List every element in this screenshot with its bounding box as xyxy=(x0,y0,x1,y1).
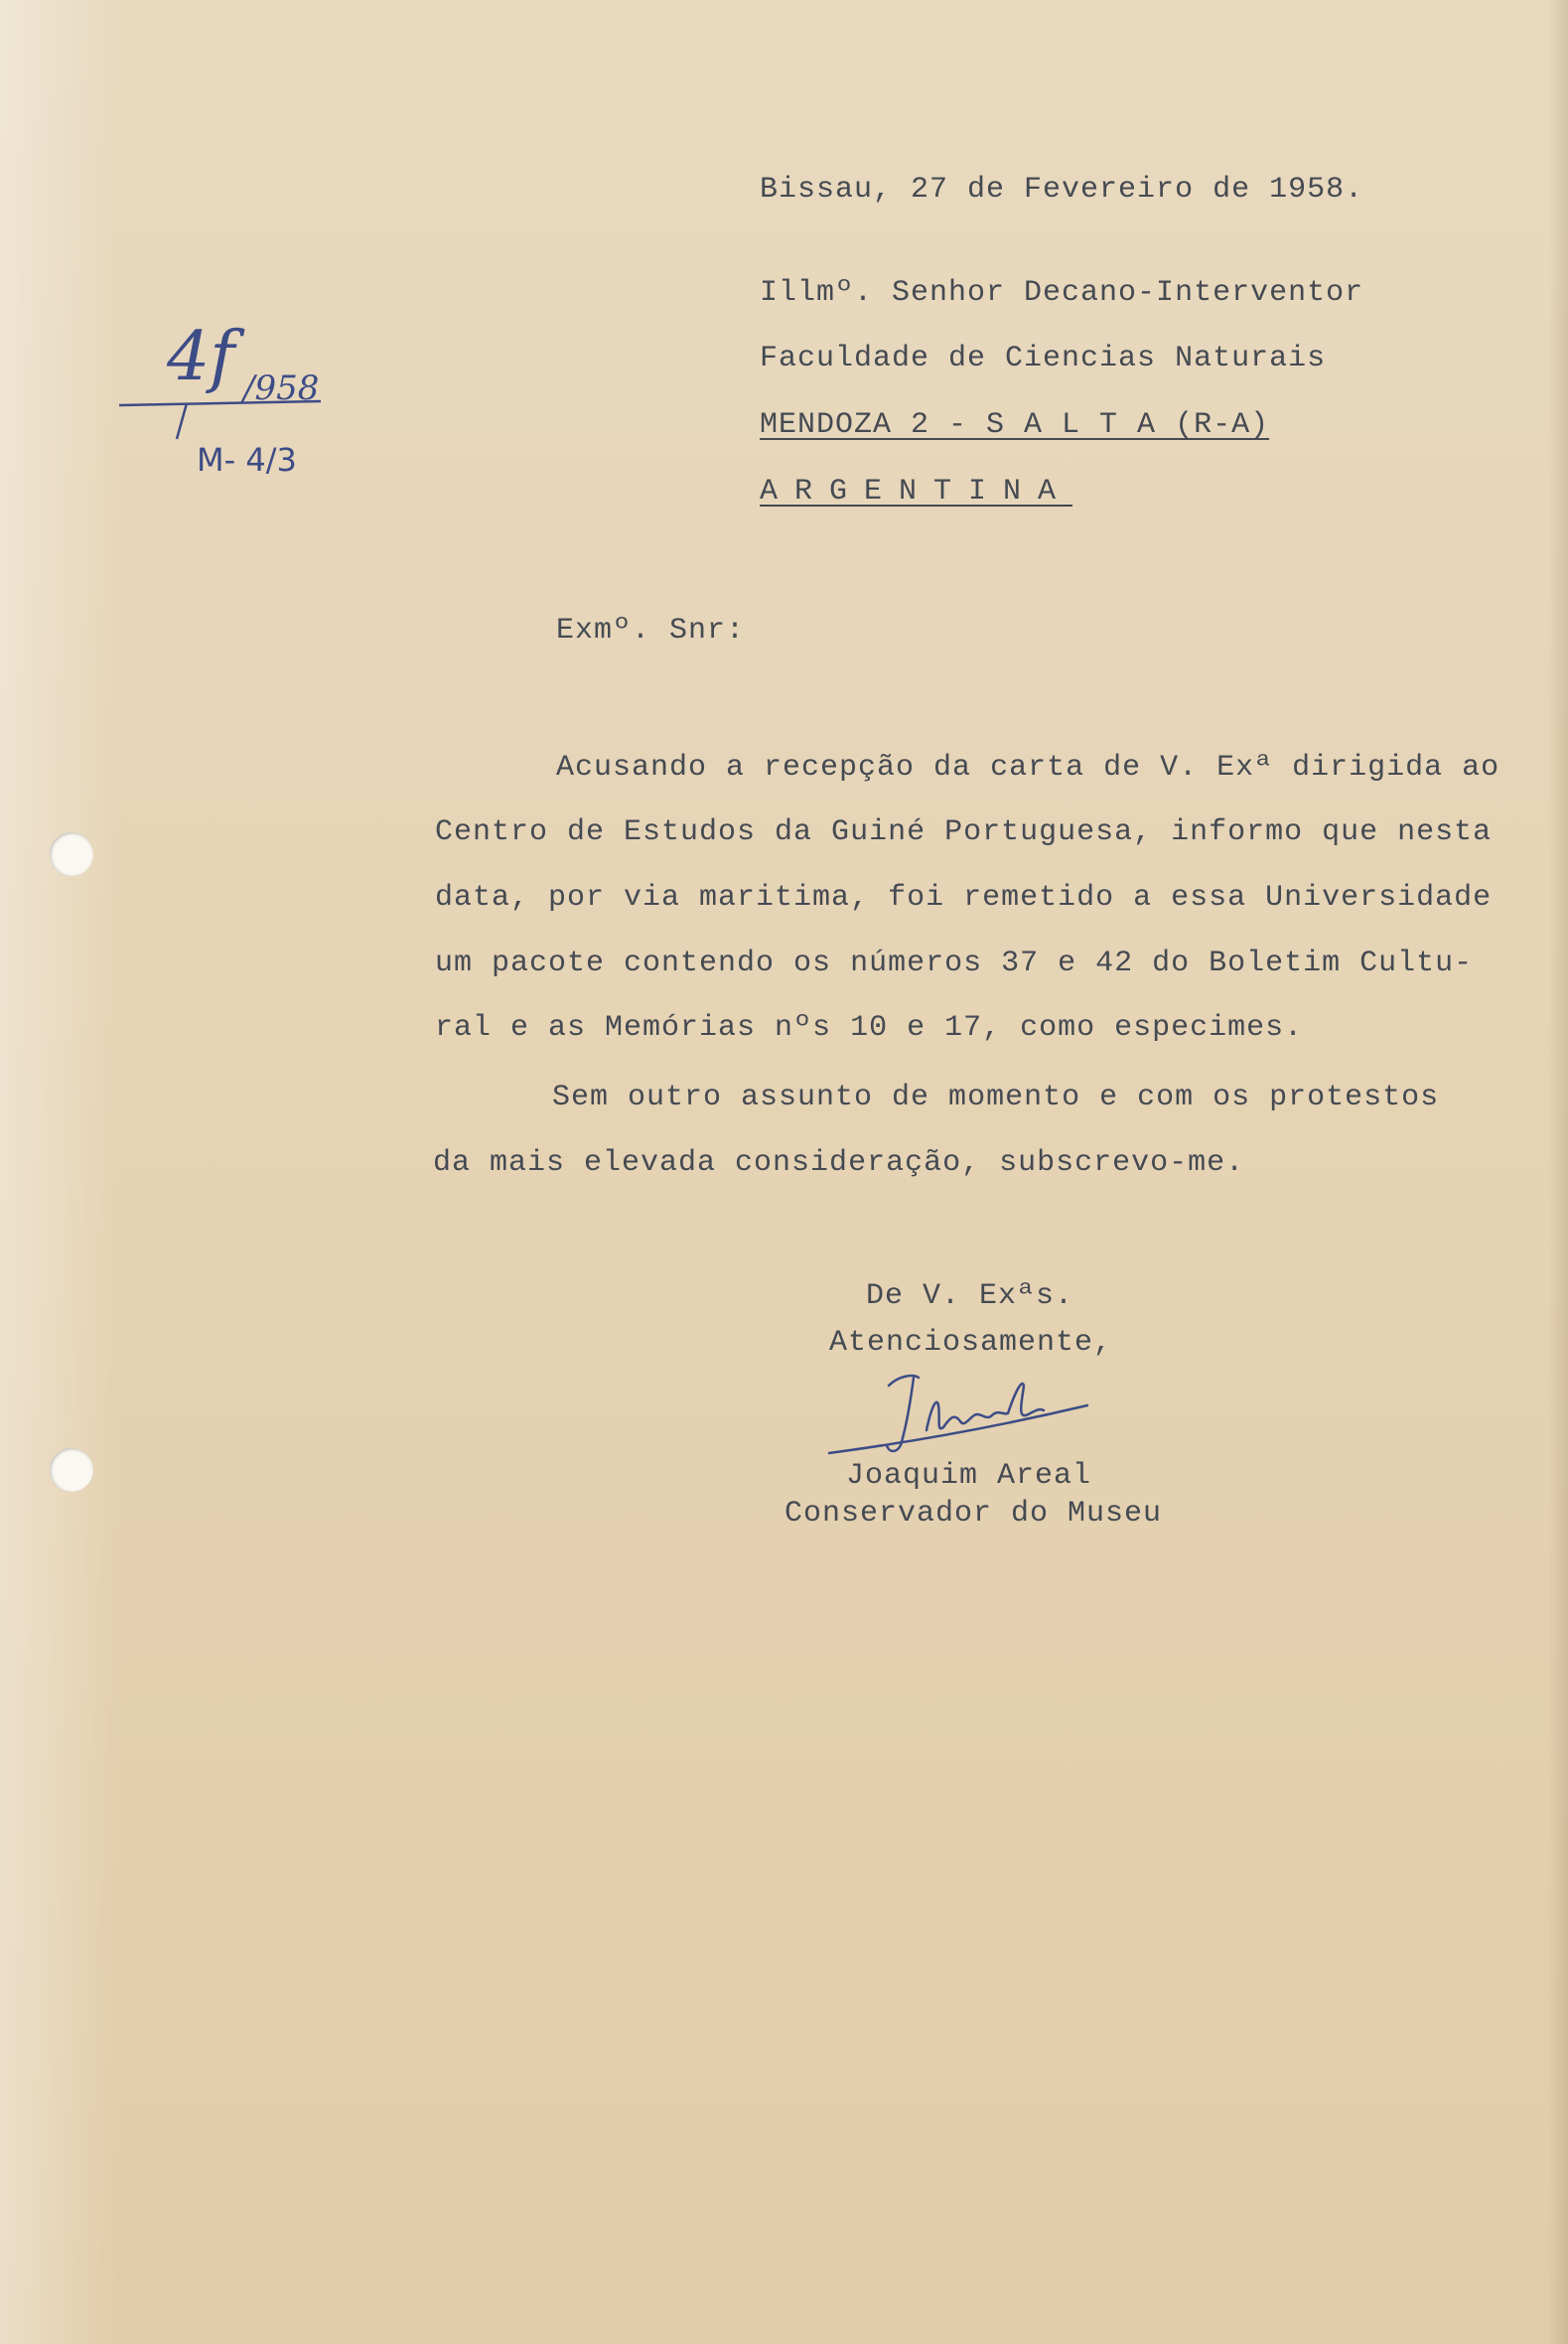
recipient-line-2: Faculdade de Ciencias Naturais xyxy=(760,342,1327,375)
body-line-6: Sem outro assunto de momento e com os protestos xyxy=(552,1081,1440,1114)
body-line-5: ral e as Memórias nºs 10 e 17, como especimes. xyxy=(435,1011,1304,1045)
signer-name: Joaquim Areal xyxy=(846,1459,1092,1493)
punch-hole-top xyxy=(50,832,93,876)
punch-hole-bottom xyxy=(50,1448,93,1492)
body-line-3: data, por via maritima, foi remetido a essa Universidade xyxy=(435,881,1493,915)
salutation: Exmº. Snr: xyxy=(556,614,746,648)
reference-code: M- 4/3 xyxy=(197,441,297,479)
closing-line-2: Atenciosamente, xyxy=(829,1326,1113,1360)
signer-title: Conservador do Museu xyxy=(784,1497,1163,1531)
recipient-line-4: ARGENTINA xyxy=(760,475,1073,509)
recipient-line-3: MENDOZA 2 - S A L T A (R-A) xyxy=(760,408,1270,442)
reference-number: 4f xyxy=(167,318,235,396)
recipient-line-1: Illmº. Senhor Decano-Interventor xyxy=(760,276,1364,310)
reference-year: /958 xyxy=(243,368,320,408)
date-line: Bissau, 27 de Fevereiro de 1958. xyxy=(760,173,1364,207)
body-line-2: Centro de Estudos da Guiné Portuguesa, informo que nesta xyxy=(435,815,1493,849)
closing-line-1: De V. Exªs. xyxy=(866,1279,1074,1313)
signature xyxy=(819,1356,1097,1465)
reference-underline xyxy=(117,395,326,445)
body-line-4: um pacote contendo os números 37 e 42 do Boletim Cultu- xyxy=(435,947,1474,980)
body-line-1: Acusando a recepção da carta de V. Exª dirigida ao xyxy=(556,751,1500,785)
body-line-7: da mais elevada consideração, subscrevo-me. xyxy=(433,1146,1245,1180)
